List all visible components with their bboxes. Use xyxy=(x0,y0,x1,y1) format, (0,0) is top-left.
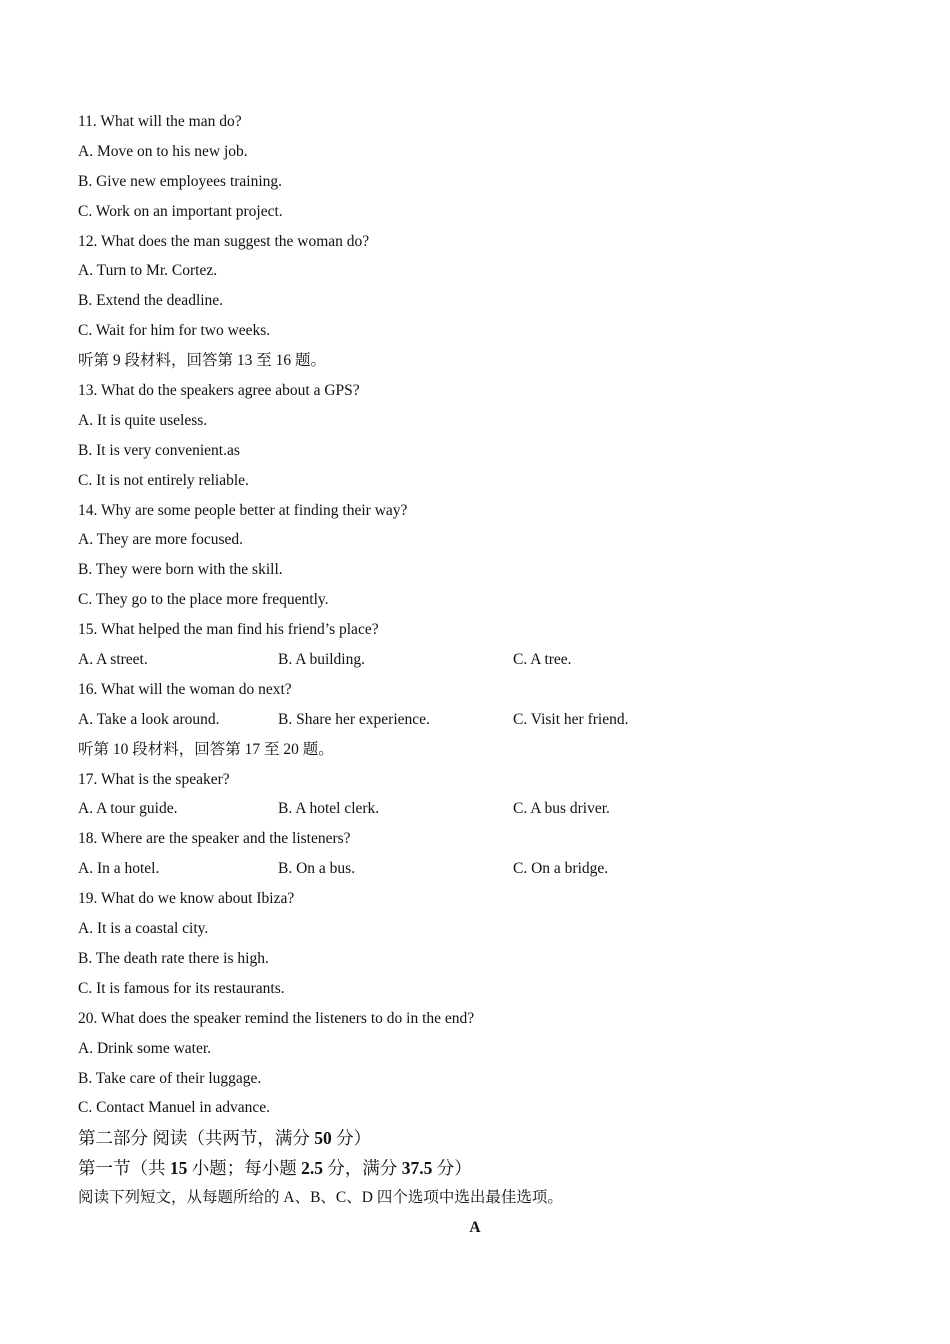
q18-options xyxy=(78,854,878,884)
section-one-text-a: 第一节（共 xyxy=(78,1158,170,1179)
option-line: B. The death rate there is high. xyxy=(78,949,269,967)
q18-option-b: B. On a bus. xyxy=(278,860,356,878)
page-content xyxy=(78,107,878,1243)
q15-option-b: B. A building. xyxy=(278,651,365,669)
option-line: B. Take care of their luggage. xyxy=(78,1069,262,1087)
section-one-count: 15 xyxy=(169,1158,188,1179)
option-line: C. It is famous for its restaurants. xyxy=(78,979,285,997)
section-one-text-g: 分） xyxy=(432,1158,472,1179)
section-one-heading xyxy=(78,1153,878,1183)
section-one-text-c: 小题；每小题 xyxy=(187,1158,302,1179)
q15-option-a: A. A street. xyxy=(78,651,148,669)
q17-option-b: B. A hotel clerk. xyxy=(278,800,380,818)
q15-option-c: C. A tree. xyxy=(513,651,572,669)
question-line: 12. What does the man suggest the woman do? xyxy=(78,232,370,250)
question-line: 13. What do the speakers agree about a GPS? xyxy=(78,382,360,400)
part-two-score: 50 xyxy=(314,1128,332,1149)
passage-label: A xyxy=(469,1219,481,1237)
question-line: 11. What will the man do? xyxy=(78,113,242,130)
option-line: A. It is a coastal city. xyxy=(78,920,209,938)
option-line: B. It is very convenient.as xyxy=(78,441,240,459)
option-line: A. Drink some water. xyxy=(78,1039,212,1057)
q16-options xyxy=(78,705,878,735)
q18-question: 18. Where are the speaker and the listeners? xyxy=(78,830,351,848)
option-line: A. Move on to his new job. xyxy=(78,142,248,160)
section-10-instruction: 听第 10 段材料，回答第 17 至 20 题。 xyxy=(78,740,334,758)
section-instruction: 听第 9 段材料，回答第 13 至 16 题。 xyxy=(78,352,327,370)
question-line: 14. Why are some people better at finding their way? xyxy=(78,501,408,519)
reading-instruction: 阅读下列短文，从每题所给的 A、B、C、D 四个选项中选出最佳选项。 xyxy=(78,1189,563,1207)
q17-option-a: A. A tour guide. xyxy=(78,800,178,818)
q16-option-b: B. Share her experience. xyxy=(278,710,430,728)
questions-19-20 xyxy=(78,884,878,1123)
option-line: C. It is not entirely reliable. xyxy=(78,471,249,489)
q17-option-c: C. A bus driver. xyxy=(513,800,610,818)
q18-option-a: A. In a hotel. xyxy=(78,860,160,878)
section-one-each: 2.5 xyxy=(301,1158,323,1179)
q16-option-c: C. Visit her friend. xyxy=(513,710,629,728)
part-two-text-a: 第二部分 阅读（共两节，满分 xyxy=(78,1128,315,1149)
q17-question: 17. What is the speaker? xyxy=(78,770,230,788)
option-line: C. They go to the place more frequently. xyxy=(78,591,329,609)
section-one-text-e: 分，满分 xyxy=(323,1158,402,1179)
questions-11-15 xyxy=(78,107,878,645)
part-two-heading xyxy=(78,1123,878,1153)
q15-options xyxy=(78,645,878,675)
option-line: B. Extend the deadline. xyxy=(78,292,224,310)
question-line: 20. What does the speaker remind the listeners to do in the end? xyxy=(78,1009,475,1027)
question-line: 19. What do we know about Ibiza? xyxy=(78,890,295,908)
q16-question: 16. What will the woman do next? xyxy=(78,680,292,698)
option-line: B. Give new employees training. xyxy=(78,172,283,190)
q16-option-a: A. Take a look around. xyxy=(78,710,220,728)
option-line: C. Work on an important project. xyxy=(78,202,283,220)
q18-option-c: C. On a bridge. xyxy=(513,860,609,878)
option-line: B. They were born with the skill. xyxy=(78,561,283,579)
option-line: A. Turn to Mr. Cortez. xyxy=(78,262,218,280)
section-one-total: 37.5 xyxy=(401,1158,433,1179)
q17-options xyxy=(78,794,878,824)
option-line: A. They are more focused. xyxy=(78,531,243,549)
option-line: C. Contact Manuel in advance. xyxy=(78,1099,270,1117)
question-line: 15. What helped the man find his friend’s place? xyxy=(78,621,379,639)
part-two-text-c: 分） xyxy=(331,1128,372,1149)
option-line: A. It is quite useless. xyxy=(78,411,208,429)
option-line: C. Wait for him for two weeks. xyxy=(78,322,271,340)
